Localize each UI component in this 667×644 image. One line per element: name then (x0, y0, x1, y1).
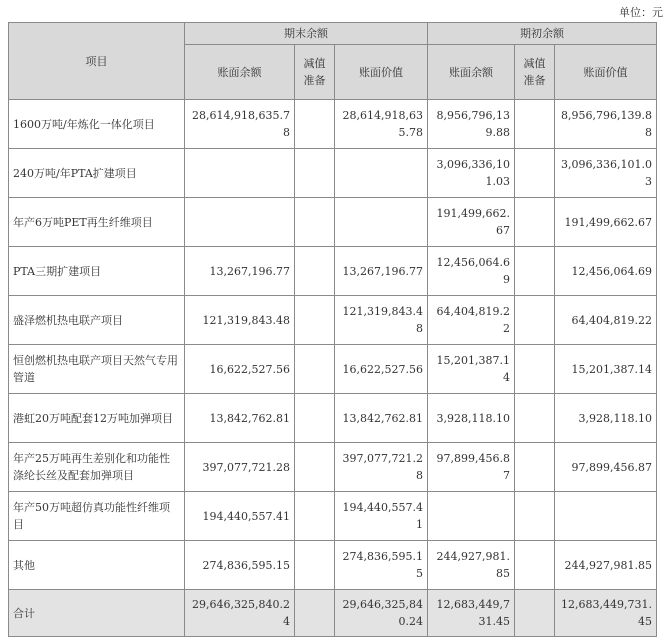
table-row (9, 394, 657, 443)
cell-end-impairment (295, 296, 335, 345)
cell-begin-book-value: 64,404,819.22 (555, 296, 657, 345)
cell-begin-book-balance: 3,096,336,101.03 (428, 149, 515, 198)
table-row (9, 345, 657, 394)
cell-project-name: PTA三期扩建项目 (9, 247, 185, 296)
total-row (9, 590, 657, 637)
header-begin-book-balance: 账面余额 (428, 45, 515, 100)
header-item: 项目 (9, 23, 185, 100)
cell-begin-impairment (515, 492, 555, 541)
cell-end-book-value: 29,646,325,840.24 (335, 590, 428, 637)
cell-begin-book-value: 12,456,064.69 (555, 247, 657, 296)
cell-project-name: 盛泽燃机热电联产项目 (9, 296, 185, 345)
cell-project-name: 其他 (9, 541, 185, 590)
table-row (9, 443, 657, 492)
header-begin-book-value: 账面价值 (555, 45, 657, 100)
table-row (9, 198, 657, 247)
cell-project-name: 1600万吨/年炼化一体化项目 (9, 100, 185, 149)
cell-end-book-balance: 121,319,843.48 (185, 296, 295, 345)
cell-begin-book-value: 97,899,456.87 (555, 443, 657, 492)
cell-end-book-value (335, 149, 428, 198)
cell-end-book-value: 274,836,595.15 (335, 541, 428, 590)
cell-begin-impairment (515, 247, 555, 296)
cell-project-name: 合计 (9, 590, 185, 637)
cell-end-book-balance: 274,836,595.15 (185, 541, 295, 590)
cell-end-book-balance: 28,614,918,635.78 (185, 100, 295, 149)
cell-end-book-balance: 13,267,196.77 (185, 247, 295, 296)
cell-project-name: 240万吨/年PTA扩建项目 (9, 149, 185, 198)
cell-end-book-balance (185, 198, 295, 247)
cell-begin-impairment (515, 345, 555, 394)
table-row (9, 296, 657, 345)
cell-begin-book-balance: 15,201,387.14 (428, 345, 515, 394)
cell-begin-impairment (515, 443, 555, 492)
cell-begin-book-value: 191,499,662.67 (555, 198, 657, 247)
cell-begin-book-balance: 244,927,981.85 (428, 541, 515, 590)
cell-end-impairment (295, 100, 335, 149)
cell-end-impairment (295, 541, 335, 590)
table-row (9, 492, 657, 541)
construction-in-progress-table (8, 22, 657, 637)
cell-project-name: 港虹20万吨配套12万吨加弹项目 (9, 394, 185, 443)
cell-end-book-balance: 194,440,557.41 (185, 492, 295, 541)
cell-end-impairment (295, 345, 335, 394)
cell-end-book-value: 28,614,918,635.78 (335, 100, 428, 149)
cell-begin-impairment (515, 100, 555, 149)
cell-begin-impairment (515, 590, 555, 637)
cell-begin-book-value: 3,096,336,101.03 (555, 149, 657, 198)
cell-begin-impairment (515, 198, 555, 247)
table-row (9, 149, 657, 198)
cell-begin-book-balance (428, 492, 515, 541)
cell-begin-book-value (555, 492, 657, 541)
header-end-book-value: 账面价值 (335, 45, 428, 100)
cell-end-impairment (295, 394, 335, 443)
cell-begin-impairment (515, 296, 555, 345)
cell-begin-book-balance: 3,928,118.10 (428, 394, 515, 443)
cell-end-book-balance: 397,077,721.28 (185, 443, 295, 492)
cell-end-book-value: 16,622,527.56 (335, 345, 428, 394)
header-end-group: 期末余额 (185, 23, 428, 45)
cell-begin-book-balance: 64,404,819.22 (428, 296, 515, 345)
cell-end-book-balance: 13,842,762.81 (185, 394, 295, 443)
cell-end-book-value: 194,440,557.41 (335, 492, 428, 541)
cell-end-impairment (295, 492, 335, 541)
cell-begin-book-value: 15,201,387.14 (555, 345, 657, 394)
cell-end-book-value (335, 198, 428, 247)
table-row (9, 541, 657, 590)
cell-begin-book-value: 3,928,118.10 (555, 394, 657, 443)
cell-begin-impairment (515, 149, 555, 198)
table-row (9, 100, 657, 149)
cell-end-book-value: 397,077,721.28 (335, 443, 428, 492)
cell-begin-book-balance: 12,456,064.69 (428, 247, 515, 296)
unit-label: 单位：元 (619, 6, 663, 19)
cell-project-name: 年产6万吨PET再生纤维项目 (9, 198, 185, 247)
header-end-impairment: 减值准备 (295, 45, 335, 100)
cell-end-impairment (295, 149, 335, 198)
cell-begin-book-value: 244,927,981.85 (555, 541, 657, 590)
cell-begin-book-value: 8,956,796,139.88 (555, 100, 657, 149)
cell-begin-book-balance: 97,899,456.87 (428, 443, 515, 492)
header-begin-group: 期初余额 (428, 23, 657, 45)
cell-project-name: 年产50万吨超仿真功能性纤维项目 (9, 492, 185, 541)
header-end-book-balance: 账面余额 (185, 45, 295, 100)
cell-begin-book-balance: 191,499,662.67 (428, 198, 515, 247)
cell-end-book-value: 121,319,843.48 (335, 296, 428, 345)
header-begin-impairment: 减值准备 (515, 45, 555, 100)
cell-end-book-balance: 29,646,325,840.24 (185, 590, 295, 637)
cell-end-impairment (295, 198, 335, 247)
cell-end-book-balance (185, 149, 295, 198)
cell-project-name: 年产25万吨再生差别化和功能性涤纶长丝及配套加弹项目 (9, 443, 185, 492)
cell-end-impairment (295, 247, 335, 296)
cell-end-impairment (295, 443, 335, 492)
cell-end-impairment (295, 590, 335, 637)
cell-begin-book-balance: 12,683,449,731.45 (428, 590, 515, 637)
cell-begin-book-balance: 8,956,796,139.88 (428, 100, 515, 149)
cell-project-name: 恒创燃机热电联产项目天然气专用管道 (9, 345, 185, 394)
cell-end-book-balance: 16,622,527.56 (185, 345, 295, 394)
cell-begin-impairment (515, 394, 555, 443)
table-row (9, 247, 657, 296)
cell-end-book-value: 13,842,762.81 (335, 394, 428, 443)
cell-end-book-value: 13,267,196.77 (335, 247, 428, 296)
cell-begin-impairment (515, 541, 555, 590)
cell-begin-book-value: 12,683,449,731.45 (555, 590, 657, 637)
